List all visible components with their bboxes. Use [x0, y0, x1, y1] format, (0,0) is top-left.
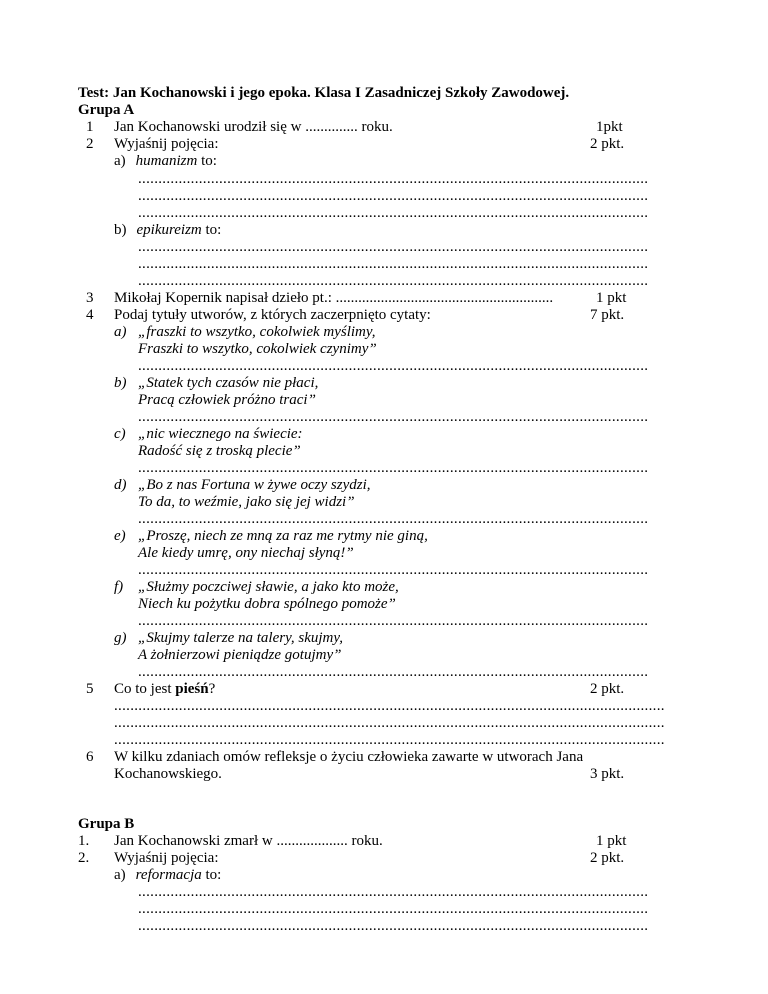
quote-line: Radość się z troską plecie” — [138, 443, 301, 459]
quote-line: „Proszę, niech ze mną za raz me rytmy nie giną, — [138, 528, 428, 544]
quote-line: „Bo z nas Fortuna w żywe oczy szydzi, — [138, 477, 371, 493]
a-q3-number: 3 — [86, 290, 94, 306]
a-q5-text — [114, 680, 215, 698]
quote-line: „fraszki to wszytko, cokolwiek myślimy, — [138, 324, 376, 340]
answer-line[interactable]: .............................................................................................................................. — [138, 901, 649, 917]
group-b-heading: Grupa B — [78, 816, 135, 832]
a-q2-b-item — [114, 221, 221, 239]
answer-line[interactable]: ........................................................................................................................................ — [114, 715, 665, 731]
a-q6-text-line1: W kilku zdaniach omów refleksje o życiu człowieka zawarte w utworach Jana — [114, 749, 584, 765]
answer-line[interactable]: .............................................................................................................................. — [138, 239, 649, 255]
a-q1-text: Jan Kochanowski urodził się w .............. roku. — [114, 119, 393, 135]
item-letter: a) — [114, 153, 126, 169]
a-q1-number: 1 — [86, 119, 94, 135]
quote-letter: f) — [114, 579, 124, 595]
answer-line[interactable]: ........................................................................................................................................ — [114, 732, 665, 748]
group-a-heading: Grupa A — [78, 102, 135, 118]
quote-letter: b) — [114, 375, 127, 391]
a-q6-points: 3 pkt. — [590, 766, 625, 782]
item-letter: b) — [114, 222, 127, 238]
a-q4-points: 7 pkt. — [590, 307, 625, 323]
quote-line: Pracą człowiek próżno traci” — [138, 392, 316, 408]
term-suffix: to: — [201, 867, 222, 883]
answer-line[interactable]: .............................................................................................................................. — [138, 511, 649, 527]
term: humanizm — [135, 153, 198, 169]
item-letter: a) — [114, 867, 126, 883]
quote-line: „Skujmy talerze na talery, skujmy, — [138, 630, 343, 646]
answer-line[interactable]: .............................................................................................................................. — [138, 171, 649, 187]
answer-line[interactable]: .............................................................................................................................. — [138, 562, 649, 578]
a-q2-points: 2 pkt. — [590, 136, 625, 152]
a-q6-number: 6 — [86, 749, 94, 765]
answer-line[interactable]: .............................................................................................................................. — [138, 256, 649, 272]
a-q6-text-line2: Kochanowskiego. — [114, 766, 222, 782]
quote-letter: g) — [114, 630, 127, 646]
answer-line[interactable]: .............................................................................................................................. — [138, 664, 649, 680]
b-q2-number: 2. — [78, 850, 90, 866]
quote-line: To da, to weźmie, jako się jej widzi” — [138, 494, 355, 510]
quote-letter: d) — [114, 477, 127, 493]
a-q4-number: 4 — [86, 307, 94, 323]
term: epikureizm — [136, 222, 202, 238]
term-suffix: to: — [197, 153, 217, 169]
answer-line[interactable]: .............................................................................................................................. — [138, 460, 649, 476]
quote-letter: a) — [114, 324, 127, 340]
term: reformacja — [135, 867, 202, 883]
b-q2-points: 2 pkt. — [590, 850, 625, 866]
quote-line: Ale kiedy umrę, ony niechaj słyną!” — [138, 545, 354, 561]
a-q3-text: Mikołaj Kopernik napisał dzieło pt.: .......................................................... — [114, 290, 554, 306]
answer-line[interactable]: ........................................................................................................................................ — [114, 698, 665, 714]
b-q1-text: Jan Kochanowski zmarł w ................... roku. — [114, 833, 383, 849]
quote-line: „Statek tych czasów nie płaci, — [138, 375, 319, 391]
answer-line[interactable]: .............................................................................................................................. — [138, 273, 649, 289]
answer-line[interactable]: .............................................................................................................................. — [138, 188, 649, 204]
q5-prefix: Co to jest — [114, 681, 176, 697]
a-q2-a-item — [114, 152, 217, 170]
quote-line: Fraszki to wszytko, cokolwiek czynimy” — [138, 341, 377, 357]
quote-line: Niech ku pożytku dobra spólnego pomoże” — [138, 596, 396, 612]
quote-line: A żołnierzowi pieniądze gotujmy” — [138, 647, 342, 663]
b-q2-a-item — [114, 866, 221, 884]
q5-term: pieśń — [175, 681, 209, 697]
a-q2-text: Wyjaśnij pojęcia: — [114, 136, 219, 152]
answer-line[interactable]: .............................................................................................................................. — [138, 918, 649, 934]
quote-line: „Służmy poczciwej sławie, a jako kto może, — [138, 579, 399, 595]
answer-line[interactable]: .............................................................................................................................. — [138, 409, 649, 425]
a-q2-number: 2 — [86, 136, 94, 152]
a-q4-text: Podaj tytuły utworów, z których zaczerpnięto cytaty: — [114, 307, 431, 323]
q5-suffix: ? — [208, 681, 216, 697]
answer-line[interactable]: .............................................................................................................................. — [138, 884, 649, 900]
answer-line[interactable]: .............................................................................................................................. — [138, 358, 649, 374]
a-q5-points: 2 pkt. — [590, 681, 625, 697]
page-title: Test: Jan Kochanowski i jego epoka. Klasa I Zasadniczej Szkoły Zawodowej. — [78, 85, 570, 101]
quote-letter: e) — [114, 528, 126, 544]
quote-line: „nic wiecznego na świecie: — [138, 426, 303, 442]
b-q1-points: 1 pkt — [596, 833, 627, 849]
quote-letter: c) — [114, 426, 126, 442]
a-q5-number: 5 — [86, 681, 94, 697]
term-suffix: to: — [201, 222, 222, 238]
answer-line[interactable]: .............................................................................................................................. — [138, 205, 649, 221]
answer-line[interactable]: .............................................................................................................................. — [138, 613, 649, 629]
b-q1-number: 1. — [78, 833, 90, 849]
a-q1-points: 1pkt — [596, 119, 623, 135]
a-q3-points: 1 pkt — [596, 290, 627, 306]
b-q2-text: Wyjaśnij pojęcia: — [114, 850, 219, 866]
